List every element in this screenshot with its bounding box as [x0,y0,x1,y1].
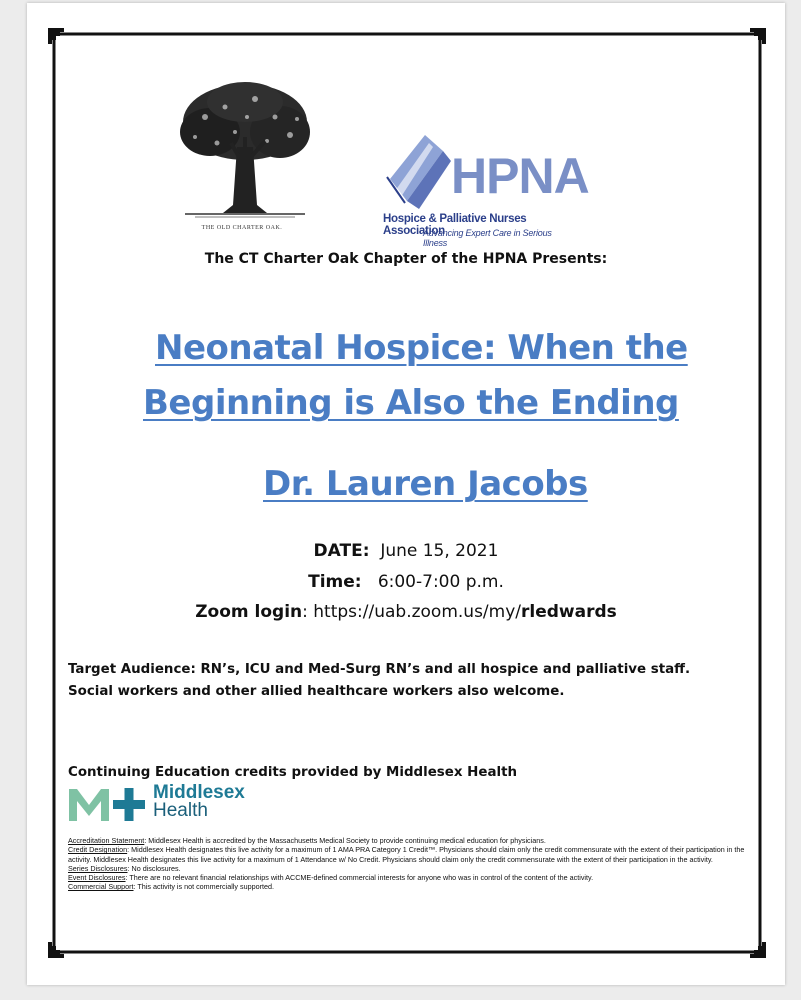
hpna-logo-acronym: HPNA [451,148,589,204]
accreditation-fine-print [68,836,748,892]
event-title-line-2: Beginning is Also the Ending [143,383,679,423]
zoom-url-prefix: : https://uab.zoom.us/my/ [302,602,522,622]
ce-credits-statement: Continuing Education credits provided by Middlesex Health [68,765,517,780]
event-date [27,541,785,561]
middlesex-logo-line2: Health [153,800,208,821]
event-title-line-1: Neonatal Hospice: When the [155,328,688,368]
zoom-user: rledwards [521,602,617,622]
fine-print-line: Event Disclosures: There are no relevant financial relationships with ACCME-defined commercial interests for anyone who was in control of the content of the activity. [68,873,594,883]
fine-print-line: Accreditation Statement: Middlesex Health is accredited by the Massachusetts Medical Society to provide continuing medical education for physicians. [68,836,546,845]
zoom-label: Zoom login [195,602,303,622]
time-value: 6:00-7:00 p.m. [377,572,504,592]
fine-print-line: Series Disclosures: No disclosures. [68,863,181,873]
target-audience: Target Audience: RN’s, ICU and Med-Surg RN’s and all hospice and palliative staff. Social workers and other allied healthcare workers also welcome. [68,662,691,699]
tree-caption: THE OLD CHARTER OAK. [201,225,283,231]
document-content [27,3,785,985]
event-time [27,572,785,592]
fine-print-line: Commercial Support: This activity is not commercially supported. [68,882,274,892]
zoom-login [27,602,785,622]
hpna-logo-name: Hospice & Palliative Nurses Association [383,213,527,237]
date-label: DATE: [313,541,370,561]
date-value: June 15, 2021 [380,541,499,561]
middlesex-logo-line1: Middlesex [153,782,245,803]
speaker-name: Dr. Lauren Jacobs [263,464,588,504]
hpna-logo-mark [385,131,455,215]
time-label: Time: [308,572,362,592]
fine-print-line: Credit Designation: Middlesex Health designates this live activity for a maximum of 1 AMA PRA Category 1 Credit™. Physicians should claim only the credit commensurate with the extent of their participation in the activity. Middlesex Health designates this live activity for a maximum of 1 Attendance w/ No Credit. Physicians should claim only the credit commensurate with the extent of their participation in the activity. [68,845,745,864]
hpna-logo-tagline: Advancing Expert Care in Serious Illness [423,228,552,248]
middlesex-health-logo-mark [67,785,147,823]
middlesex-health-logo-text [153,784,245,820]
presents-heading: The CT Charter Oak Chapter of the HPNA Presents: [204,251,608,267]
charter-oak-tree-illustration [175,77,315,237]
